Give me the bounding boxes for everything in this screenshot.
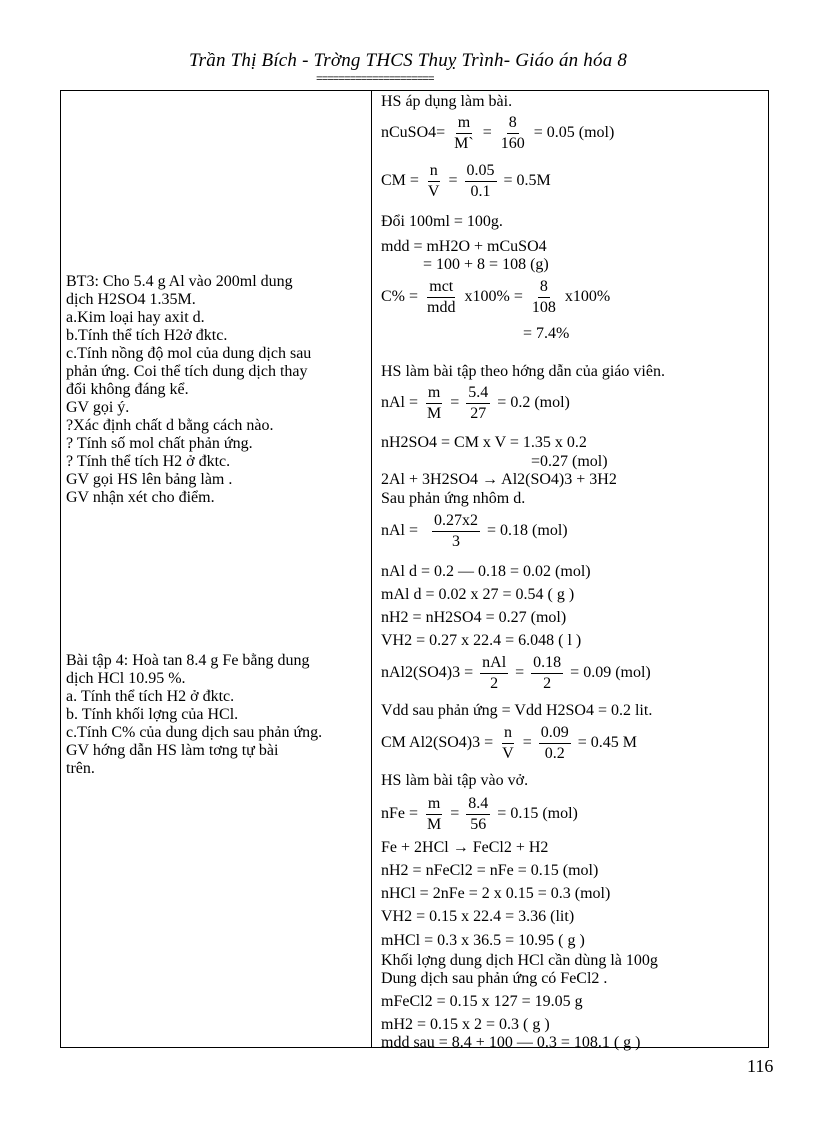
formula-line: nCuSO4= $\frac{m}{M`}$ = $\frac{8}{160}$ = 0.05 (mol) [381, 114, 615, 152]
answer-line: = 7.4% [523, 325, 570, 342]
answer-line: = 100 + 8 = 108 (g) [423, 256, 549, 273]
bt4-line: c.Tính C% của dung dịch sau phản ứng. [66, 724, 323, 741]
answer-line: Đổi 100ml = 100g. [381, 213, 503, 230]
answer-line: mFeCl2 = 0.15 x 127 = 19.05 g [381, 993, 583, 1010]
bt3-line: GV gọi HS lên bảng làm . [66, 471, 233, 488]
bt3-line: phản ứng. Coi thể tích dung dịch thay [66, 363, 308, 380]
answer-line: 2Al + 3H2SO4 → Al2(SO4)3 + 3H2 [381, 471, 617, 488]
bt4-block [66, 652, 366, 778]
answer-line: nH2SO4 = CM x V = 1.35 x 0.2 [381, 434, 587, 451]
answer-line: nH2 = nFeCl2 = nFe = 0.15 (mol) [381, 862, 599, 879]
answer-line: mdd = mH2O + mCuSO4 [381, 238, 547, 255]
answer-line: mdd sau = 8.4 + 100 — 0.3 = 108.1 ( g ) [381, 1034, 641, 1051]
bt4-line: b. Tính khối lợng của HCl. [66, 706, 239, 723]
formula-line: nFe = $\frac{m}{M}$ = $\frac{8.4}{56}$ = 0.15 (mol) [381, 795, 578, 833]
answer-line: HS làm bài tập theo hớng dẫn của giáo viên. [381, 363, 665, 380]
formula-line: nAl = $\frac{m}{M}$ = $\frac{5.4}{27}$ = 0.2 (mol) [381, 384, 570, 422]
answer-line: nAl d = 0.2 — 0.18 = 0.02 (mol) [381, 563, 591, 580]
bt3-line: ?Xác định chất d bằng cách nào. [66, 417, 274, 434]
bt3-line: GV nhận xét cho điểm. [66, 489, 215, 506]
bt3-line: BT3: Cho 5.4 g Al vào 200ml dung [66, 273, 293, 290]
bt3-line: b.Tính thể tích H2ở đktc. [66, 327, 228, 344]
formula-line: nAl = $\frac{0.27x2}{3}$ = 0.18 (mol) [381, 512, 568, 550]
bt4-line: dịch HCl 10.95 %. [66, 670, 186, 687]
answer-line: Fe + 2HCl → FeCl2 + H2 [381, 839, 549, 856]
bt3-line: đổi không đáng kể. [66, 381, 189, 398]
answer-line: Khối lợng dung dịch HCl cần dùng là 100g [381, 952, 658, 969]
page-header: Trần Thị Bích - Trờng THCS Thuỵ Trình- Giáo án hóa 8 [188, 50, 628, 71]
page-number: 116 [747, 1056, 774, 1076]
bt3-line: GV gọi ý. [66, 399, 130, 416]
bt3-line: ? Tính thể tích H2 ở đktc. [66, 453, 231, 470]
answer-line: VH2 = 0.27 x 22.4 = 6.048 ( l ) [381, 632, 582, 649]
answer-line: Sau phản ứng nhôm d. [381, 490, 526, 507]
formula-line: CM Al2(SO4)3 = $\frac{n}{V}$ = $\frac{0.09}{0.2}$ = 0.45 M [381, 724, 637, 762]
header-rule: ===================== [316, 74, 434, 86]
formula-line: C% = mct mdd x100% = $\frac{8}{108}$ x100% [381, 278, 611, 316]
answer-line: nHCl = 2nFe = 2 x 0.15 = 0.3 (mol) [381, 885, 611, 902]
answer-line: Vdd sau phản ứng = Vdd H2SO4 = 0.2 lit. [381, 702, 653, 719]
answer-line: VH2 = 0.15 x 22.4 = 3.36 (lit) [381, 908, 575, 925]
answer-line: HS làm bài tập vào vở. [381, 772, 529, 789]
formula-line: CM = $\frac{n}{V}$ = $\frac{0.05}{0.1}$ = 0.5M [381, 162, 551, 200]
answer-line: HS áp dụng làm bài. [381, 93, 513, 110]
answer-line: =0.27 (mol) [531, 453, 608, 470]
bt3-line: ? Tính số mol chất phản ứng. [66, 435, 253, 452]
lesson-table [60, 90, 769, 1051]
bt3-block [66, 273, 366, 507]
answer-line: mHCl = 0.3 x 36.5 = 10.95 ( g ) [381, 932, 585, 949]
column-divider [371, 91, 372, 1047]
bt3-line: a.Kim loại hay axit d. [66, 309, 205, 326]
formula-line: nAl2(SO4)3 = nAl 2 = $\frac{0.18}{2}$ = 0.09 (mol) [381, 654, 651, 692]
bt4-line: GV hớng dẫn HS làm tơng tự bài [66, 742, 279, 759]
answer-line: nH2 = nH2SO4 = 0.27 (mol) [381, 609, 567, 626]
bt3-line: dịch H2SO4 1.35M. [66, 291, 196, 308]
answer-line: mAl d = 0.02 x 27 = 0.54 ( g ) [381, 586, 575, 603]
answer-line: mH2 = 0.15 x 2 = 0.3 ( g ) [381, 1016, 550, 1033]
bt4-line: a. Tính thể tích H2 ở đktc. [66, 688, 235, 705]
answer-line: Dung dịch sau phản ứng có FeCl2 . [381, 970, 608, 987]
bt3-line: c.Tính nồng độ mol của dung dịch sau [66, 345, 312, 362]
bt4-line: trên. [66, 760, 95, 777]
bt4-line: Bài tập 4: Hoà tan 8.4 g Fe bằng dung [66, 652, 310, 669]
